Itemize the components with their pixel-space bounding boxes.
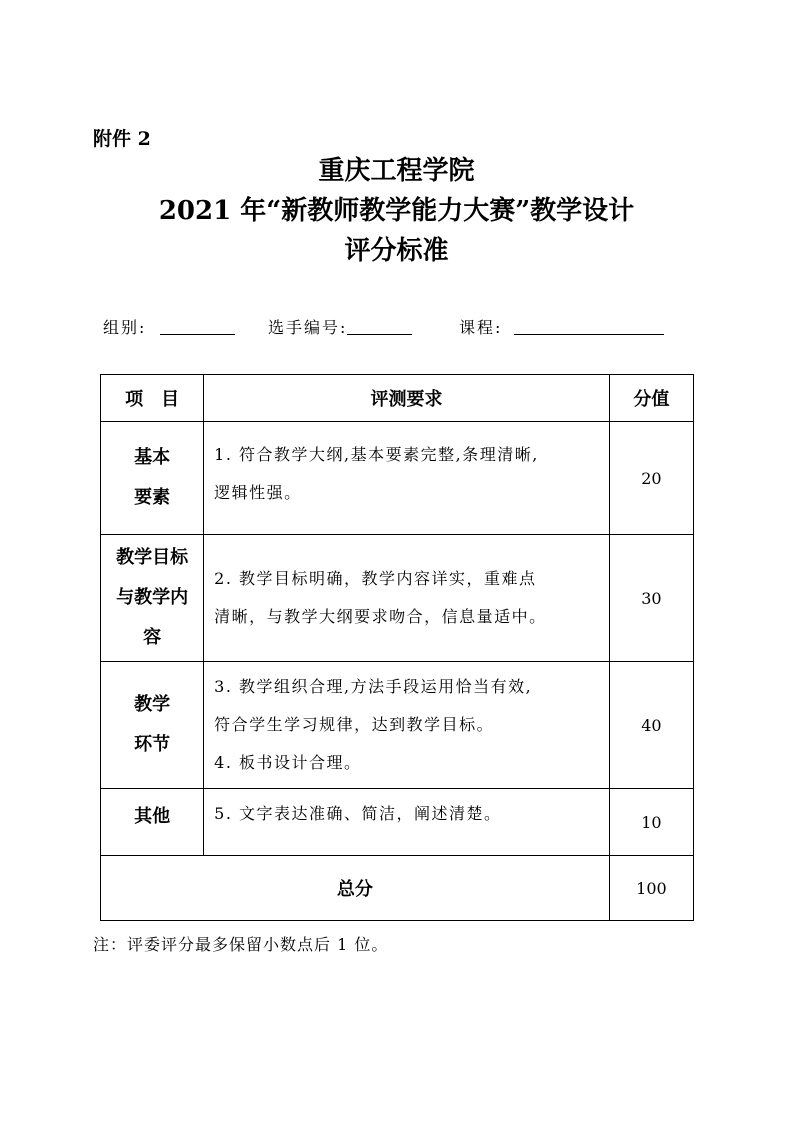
title-contest: 2021 年“新教师教学能力大赛”教学设计 xyxy=(158,196,635,226)
title-criteria: 评分标准 xyxy=(344,236,449,266)
course-label: 课程: xyxy=(459,318,503,337)
player-number-blank[interactable] xyxy=(347,334,412,335)
table-row xyxy=(101,662,694,789)
table-row xyxy=(101,789,694,856)
row-requirement: 5. 文字表达准确、简洁，阐述清楚。 xyxy=(204,789,610,856)
row-item: 教学目标 与教学内 容 xyxy=(101,535,204,662)
table-total-row xyxy=(101,856,694,921)
row-score: 20 xyxy=(609,422,693,535)
total-label: 总分 xyxy=(101,856,610,921)
scoring-table xyxy=(100,374,694,921)
header-score: 分值 xyxy=(609,375,693,422)
attachment-label: 附件 2 xyxy=(93,128,151,150)
row-requirement: 2. 教学目标明确，教学内容详实，重难点 清晰，与教学大纲要求吻合，信息量适中。 xyxy=(204,535,610,662)
group-label: 组别: xyxy=(103,318,147,337)
row-score: 30 xyxy=(609,535,693,662)
row-score: 10 xyxy=(609,789,693,856)
table-row xyxy=(101,422,694,535)
title-school: 重庆工程学院 xyxy=(318,156,475,186)
table-row xyxy=(101,535,694,662)
footnote: 注：评委评分最多保留小数点后 1 位。 xyxy=(93,935,389,954)
row-item: 其他 xyxy=(101,789,204,856)
player-number-label: 选手编号: xyxy=(268,318,348,337)
row-requirement: 1. 符合教学大纲,基本要素完整,条理清晰, 逻辑性强。 xyxy=(204,422,610,535)
course-blank[interactable] xyxy=(514,334,664,335)
group-blank[interactable] xyxy=(160,334,235,335)
row-score: 40 xyxy=(609,662,693,789)
header-requirement: 评测要求 xyxy=(204,375,610,422)
table-header-row xyxy=(101,375,694,422)
total-score: 100 xyxy=(609,856,693,921)
row-requirement: 3. 教学组织合理,方法手段运用恰当有效, 符合学生学习规律，达到教学目标。 4. 板书设计合理。 xyxy=(204,662,610,789)
row-item: 基本 要素 xyxy=(101,422,204,535)
row-item: 教学 环节 xyxy=(101,662,204,789)
header-item: 项 目 xyxy=(101,375,204,422)
